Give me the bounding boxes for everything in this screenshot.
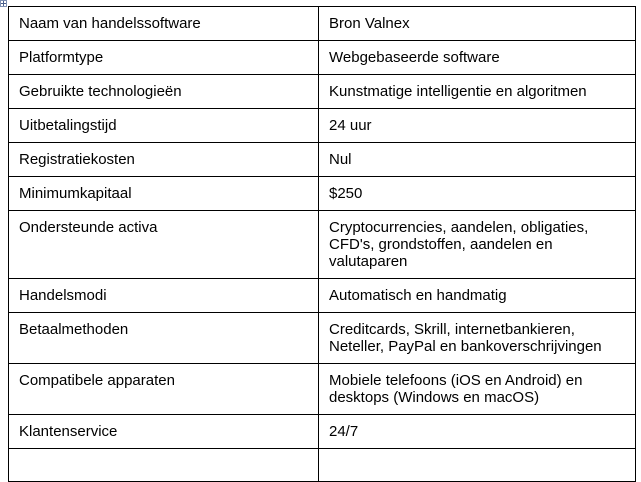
table-row	[9, 211, 636, 279]
row-value-cell: Cryptocurrencies, aandelen, obligaties, CFD's, grondstoffen, aandelen en valutaparen	[319, 211, 636, 279]
row-value-cell: Automatisch en handmatig	[319, 279, 636, 313]
row-value-cell: Bron Valnex	[319, 7, 636, 41]
table-row	[9, 75, 636, 109]
row-value-cell: 24/7	[319, 415, 636, 449]
row-label-cell: Ondersteunde activa	[9, 211, 319, 279]
row-value-cell: Mobiele telefoons (iOS en Android) en desktops (Windows en macOS)	[319, 364, 636, 415]
row-label-cell: Gebruikte technologieën	[9, 75, 319, 109]
row-value-cell	[319, 449, 636, 482]
table-row	[9, 313, 636, 364]
row-value-cell: Kunstmatige intelligentie en algoritmen	[319, 75, 636, 109]
table-row	[9, 143, 636, 177]
table-row	[9, 449, 636, 482]
row-label-cell: Klantenservice	[9, 415, 319, 449]
row-label-cell	[9, 449, 319, 482]
table-row	[9, 364, 636, 415]
row-label-cell: Betaalmethoden	[9, 313, 319, 364]
table-move-handle[interactable]	[0, 0, 7, 7]
row-label-cell: Registratiekosten	[9, 143, 319, 177]
table-row	[9, 415, 636, 449]
table-row	[9, 177, 636, 211]
row-value-cell: Creditcards, Skrill, internetbankieren, Neteller, PayPal en bankoverschrijvingen	[319, 313, 636, 364]
row-label-cell: Compatibele apparaten	[9, 364, 319, 415]
row-label-cell: Handelsmodi	[9, 279, 319, 313]
table-row	[9, 279, 636, 313]
row-label-cell: Minimumkapitaal	[9, 177, 319, 211]
row-value-cell: $250	[319, 177, 636, 211]
row-label-cell: Naam van handelssoftware	[9, 7, 319, 41]
table-row	[9, 41, 636, 75]
row-label-cell: Uitbetalingstijd	[9, 109, 319, 143]
table-row	[9, 7, 636, 41]
row-value-cell: Nul	[319, 143, 636, 177]
table-row	[9, 109, 636, 143]
row-value-cell: 24 uur	[319, 109, 636, 143]
row-value-cell: Webgebaseerde software	[319, 41, 636, 75]
row-label-cell: Platformtype	[9, 41, 319, 75]
trading-software-spec-table	[8, 6, 636, 482]
